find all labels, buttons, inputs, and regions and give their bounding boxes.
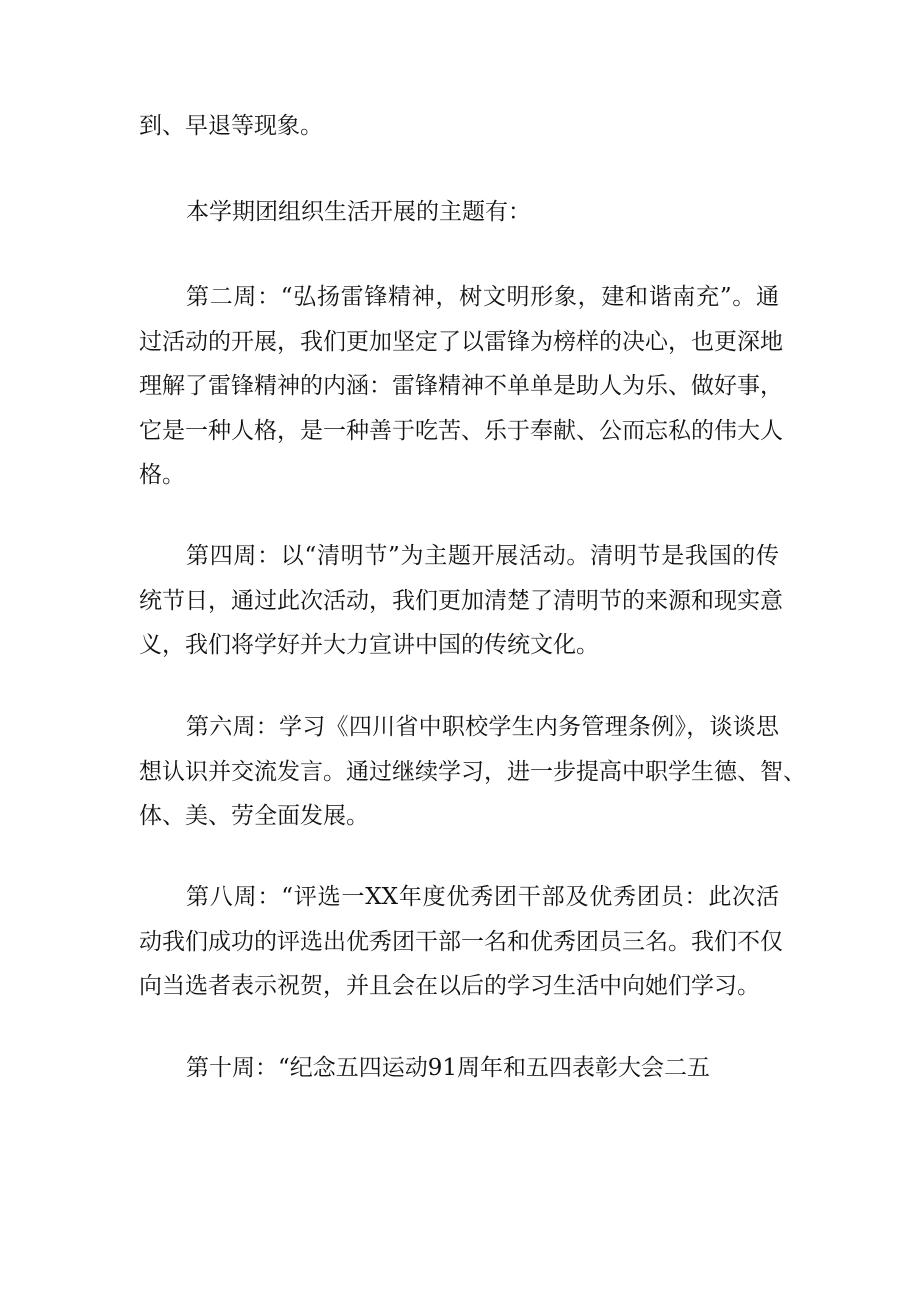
- paragraph-line: 过活动的开展，我们更加坚定了以雷锋为榜样的决心，也更深地: [139, 328, 783, 355]
- paragraph-line: 它是一种人格，是一种善于吃苦、乐于奉献、公而忘私的伟大人: [139, 417, 783, 444]
- paragraph-line: 格。: [139, 462, 185, 488]
- paragraph-line: 第八周：“评选一XX年度优秀团干部及优秀团员：此次活: [186, 884, 779, 910]
- paragraph-line: 想认识并交流发言。通过继续学习，进一步提高中职学生德、智、: [139, 758, 806, 785]
- paragraph-line: 第六周：学习《四川省中职校学生内务管理条例》，谈谈思: [186, 714, 779, 740]
- paragraph-line: 第二周：“弘扬雷锋精神，树文明形象，建和谐南充”。通: [186, 284, 779, 310]
- paragraph-line: 本学期团组织生活开展的主题有：: [186, 199, 531, 225]
- paragraph-line: 第十周：“纪念五四运动91周年和五四表彰大会二五: [186, 1055, 711, 1081]
- paragraph-line: 理解了雷锋精神的内涵：雷锋精神不单单是助人为乐、做好事，: [139, 373, 783, 399]
- paragraph-line: 动我们成功的评选出优秀团干部一名和优秀团员三名。我们不仅: [139, 928, 783, 955]
- paragraph-line: 义，我们将学好并大力宣讲中国的传统文化。: [139, 632, 599, 658]
- paragraph-continuation: [139, 104, 779, 149]
- paragraph-week-10: [139, 1046, 779, 1091]
- paragraph-line: 到、早退等现象。: [139, 113, 323, 139]
- paragraph-line: 向当选者表示祝贺，并且会在以后的学习生活中向她们学习。: [139, 973, 760, 999]
- paragraph-week-8: [139, 875, 783, 1009]
- paragraph-week-6: [139, 705, 806, 839]
- paragraph-line: 统节日，通过此次活动，我们更加清楚了清明节的来源和现实意: [139, 587, 783, 614]
- paragraph-week-2: [139, 275, 783, 498]
- paragraph-line: 第四周：以“清明节”为主题开展活动。清明节是我国的传: [186, 543, 779, 569]
- paragraph-themes-intro: [139, 190, 779, 235]
- paragraph-line: 体、美、劳全面发展。: [139, 803, 369, 829]
- paragraph-week-4: [139, 534, 783, 668]
